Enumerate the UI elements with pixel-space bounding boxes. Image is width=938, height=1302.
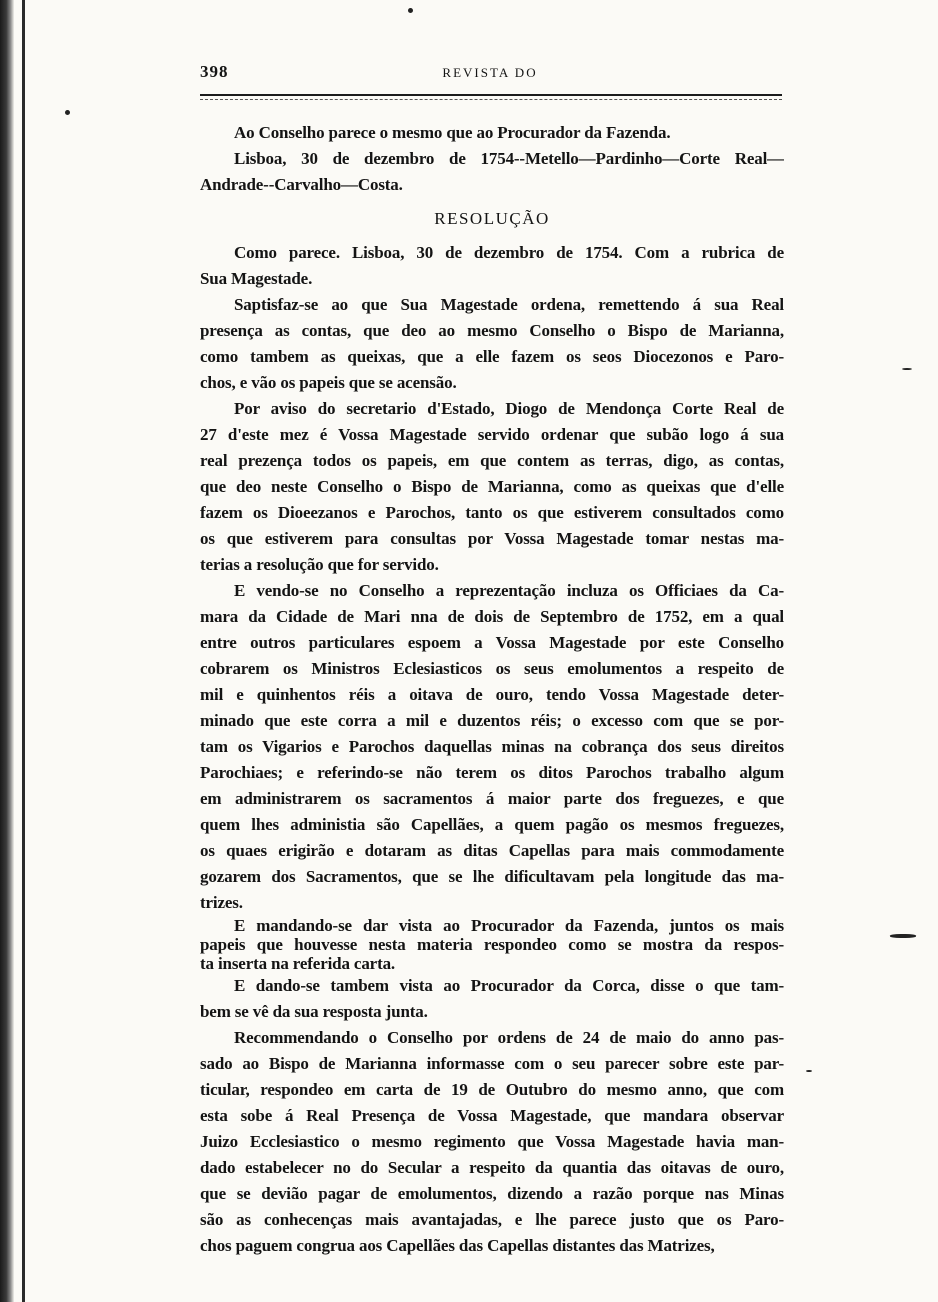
text-line: tam os Vigarios e Parochos daquellas minas na cobrança dos seus direitos: [200, 737, 784, 756]
paragraph: [200, 120, 784, 146]
text-line: Por aviso do secretario d'Estado, Diogo de Mendonça Corte Real de: [234, 399, 784, 418]
text-line: entre outros particulares espoem a Vossa Magestade por este Conselho: [200, 633, 784, 652]
text-line: quem lhes administia são Capellães, a quem pagão os mesmos freguezes,: [200, 815, 784, 834]
text-line: esta sobe á Real Presença de Vossa Magestade, que mandara observar: [200, 1106, 784, 1125]
text-line: sado ao Bispo de Marianna informasse com o seu parecer sobre este par-: [200, 1054, 784, 1073]
text-line: E mandando-se dar vista ao Procurador da Fazenda, juntos os mais: [234, 916, 784, 935]
text-line: Recommendando o Conselho por ordens de 24 de maio do anno pas-: [234, 1028, 784, 1047]
text-line: minado que este corra a mil e duzentos réis; o excesso com que se por-: [200, 711, 784, 730]
text-line: cobrarem os Ministros Eclesiasticos os seus emolumentos a respeito de: [200, 659, 784, 678]
text-line: Andrade--Carvalho—Costa.: [200, 175, 403, 194]
spacer: [200, 232, 784, 240]
text-line: são as conhecenças mais avantajadas, e lhe parece justo que os Paro-: [200, 1210, 784, 1229]
text-line: que se devião pagar de emolumentos, dizendo a razão porque nas Minas: [200, 1184, 784, 1203]
text-line: 27 d'este mez é Vossa Magestade servido ordenar que subão logo á sua: [200, 425, 784, 444]
text-line: papeis que houvesse nesta materia respondeo como se mostra da respos-: [200, 935, 784, 954]
running-title: REVISTA DO: [442, 65, 538, 80]
text-line: Lisboa, 30 de dezembro de 1754--Metello—Pardinho—Corte Real—: [234, 149, 784, 168]
paragraph: [200, 292, 784, 396]
text-line: como tambem as queixas, que a elle fazem os seos Diocezonos e Paro-: [200, 347, 784, 366]
text-line: real prezença todos os papeis, em que contem as terras, digo, as contas,: [200, 451, 784, 470]
spacer: [200, 198, 784, 206]
page-header: [200, 62, 780, 90]
text-line: Como parece. Lisboa, 30 de dezembro de 1754. Com a rubrica de: [234, 243, 784, 262]
text-line: gozarem dos Sacramentos, que se lhe dificultavam pela longitude das ma-: [200, 867, 784, 886]
ink-speck: [65, 110, 70, 115]
text-line: Ao Conselho parece o mesmo que ao Procurador da Fazenda.: [234, 123, 671, 142]
paragraph: [200, 146, 784, 198]
text-line: fazem os Dioeezanos e Parochos, tanto os que estiverem consultados como: [200, 503, 784, 522]
ink-speck: [902, 368, 912, 370]
paragraph: [200, 1025, 784, 1259]
text-line: ticular, respondeo em carta de 19 de Outubro do mesmo anno, que com: [200, 1080, 784, 1099]
text-line: presença as contas, que deo ao mesmo Conselho o Bispo de Marianna,: [200, 321, 784, 340]
text-line: os que estiverem para consultas por Vossa Magestade tomar nestas ma-: [200, 529, 784, 548]
document-body: [200, 120, 784, 1259]
text-line: mil e quinhentos réis a oitava de ouro, tendo Vossa Magestade deter-: [200, 685, 784, 704]
text-line: trizes.: [200, 893, 243, 912]
text-line: mara da Cidade de Mari nna de dois de Septembro de 1752, em a qual: [200, 607, 784, 626]
section-heading: RESOLUÇÃO: [434, 209, 550, 228]
header-rule: [200, 94, 782, 100]
text-line: E dando-se tambem vista ao Procurador da Corca, disse o que tam-: [234, 976, 784, 995]
book-gutter-line: [22, 0, 25, 1302]
ink-smudge: [890, 934, 916, 938]
text-line: os quaes erigirão e dotaram as ditas Capellas para mais commodamente: [200, 841, 784, 860]
text-line: Sua Magestade.: [200, 269, 313, 288]
text-line: bem se vê da sua resposta junta.: [200, 1002, 428, 1021]
ink-speck: [806, 1070, 812, 1072]
post-heading-paragraphs: [200, 240, 784, 1259]
text-line: E vendo-se no Conselho a reprezentação incluza os Officiaes da Ca-: [234, 581, 784, 600]
paragraph: [200, 396, 784, 578]
book-spine-shadow: [0, 0, 14, 1302]
text-line: chos paguem congrua aos Capellães das Capellas distantes das Matrizes,: [200, 1236, 715, 1255]
text-line: dado estabelecer no do Secular a respeito da quantia das oitavas de ouro,: [200, 1158, 784, 1177]
paragraph: [200, 916, 784, 973]
page-number: 398: [200, 62, 229, 81]
text-line: ta inserta na referida carta.: [200, 954, 396, 973]
paragraph: [200, 973, 784, 1025]
text-line: Parochiaes; e referindo-se não terem os ditos Parochos trabalho algum: [200, 763, 784, 782]
text-line: chos, e vão os papeis que se acensão.: [200, 373, 457, 392]
text-line: que deo neste Conselho o Bispo de Marianna, como as queixas que d'elle: [200, 477, 784, 496]
ink-speck: [408, 8, 413, 13]
text-line: Saptisfaz-se ao que Sua Magestade ordena, remettendo á sua Real: [234, 295, 784, 314]
text-line: terias a resolução que for servido.: [200, 555, 439, 574]
text-line: em administrarem os sacramentos á maior parte dos freguezes, e que: [200, 789, 784, 808]
paragraph: [200, 578, 784, 916]
pre-heading-paragraphs: [200, 120, 784, 198]
text-line: Juizo Ecclesiastico o mesmo regimento que Vossa Magestade havia man-: [200, 1132, 784, 1151]
paragraph: [200, 240, 784, 292]
